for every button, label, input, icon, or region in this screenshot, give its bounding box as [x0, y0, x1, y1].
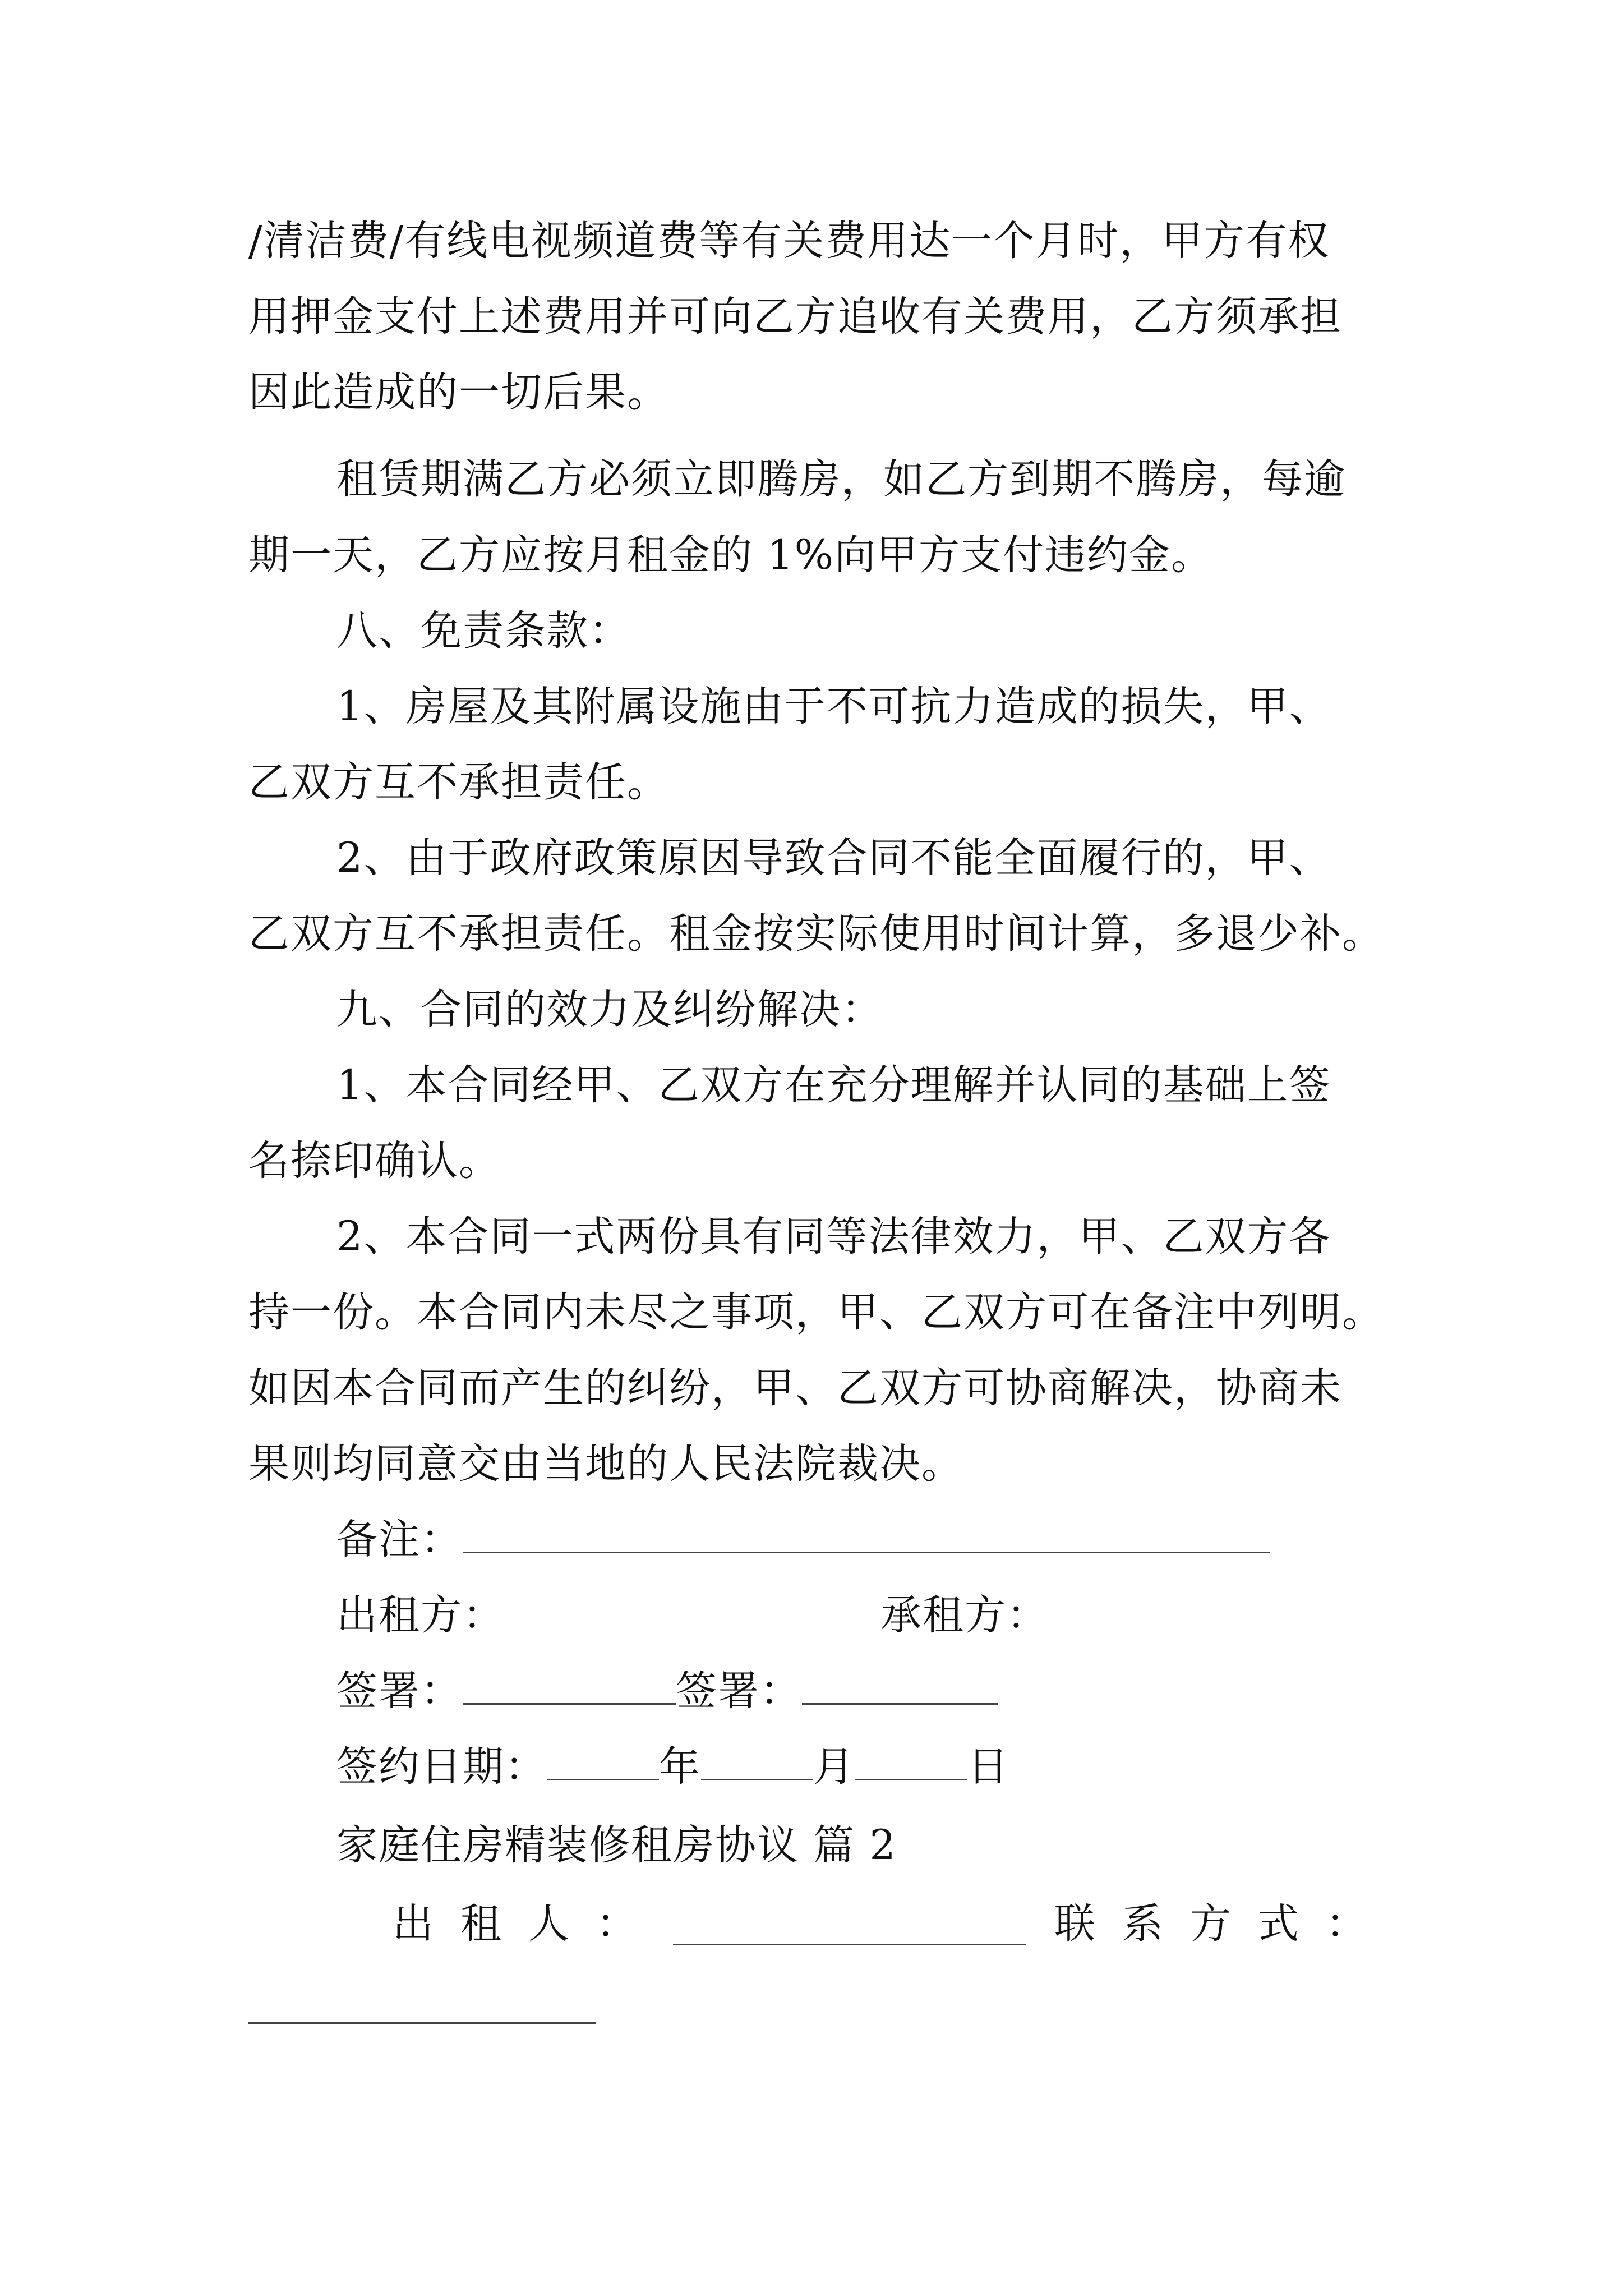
- paragraph-line: /清洁费/有线电视频道费等有关费用达一个月时，甲方有权: [248, 217, 1330, 265]
- date-day-unit: 日: [967, 1743, 1009, 1791]
- year-blank: [547, 1745, 659, 1780]
- contact-label: 联系方式：: [1054, 1900, 1394, 1948]
- signature-blank-1: [463, 1669, 676, 1705]
- paragraph-line: 用押金支付上述费用并可向乙方追收有关费用，乙方须承担: [248, 293, 1342, 341]
- signature-blank-2: [802, 1669, 998, 1705]
- lessor-person-label: 出租人：: [393, 1900, 664, 1948]
- lessee-label: 承租方：: [880, 1591, 1049, 1639]
- paragraph-line: 乙双方互不承担责任。: [248, 758, 669, 806]
- remarks-row: [336, 1515, 1270, 1565]
- date-month-unit: 月: [813, 1743, 855, 1791]
- paragraph-line: 1、本合同经甲、乙双方在充分理解并认同的基础上签: [336, 1061, 1331, 1109]
- date-label: 签约日期：: [336, 1743, 547, 1791]
- paragraph-line: 租赁期满乙方必须立即腾房，如乙方到期不腾房，每逾: [336, 455, 1346, 503]
- paragraph-line: 因此造成的一切后果。: [248, 369, 669, 416]
- paragraph-line: 果则均同意交由当地的人民法院裁决。: [248, 1440, 963, 1488]
- paragraph-line: 2、由于政府政策原因导致合同不能全面履行的，甲、: [336, 834, 1331, 882]
- paragraph-line: 乙双方互不承担责任。租金按实际使用时间计算，多退少补。: [248, 910, 1384, 958]
- signature-row: [336, 1666, 998, 1717]
- month-blank: [701, 1745, 813, 1780]
- lessor-person-blank: [673, 1902, 1026, 1945]
- signature-label-2: 签署：: [676, 1667, 802, 1715]
- day-blank: [855, 1745, 967, 1780]
- paragraph-line: 1、房屋及其附属设施由于不可抗力造成的损失，甲、: [336, 683, 1331, 730]
- paragraph-line: 名捺印确认。: [248, 1137, 501, 1185]
- section-heading: 九、合同的效力及纠纷解决：: [336, 986, 883, 1033]
- section-heading: 八、免责条款：: [336, 607, 631, 655]
- signing-date-row: [336, 1742, 1009, 1792]
- contact-blank-line: [248, 1980, 596, 2024]
- lessor-label: 出租方：: [336, 1591, 505, 1639]
- signature-label-1: 签署：: [336, 1667, 463, 1715]
- paragraph-line: 2、本合同一式两份具有同等法律效力，甲、乙双方各: [336, 1213, 1331, 1260]
- date-year-unit: 年: [659, 1743, 701, 1791]
- paragraph-line: 如因本合同而产生的纠纷，甲、乙双方可协商解决，协商未: [248, 1364, 1342, 1412]
- paragraph-line: 持一份。本合同内未尽之事项，甲、乙双方可在备注中列明。: [248, 1289, 1384, 1336]
- paragraph-line: 期一天，乙方应按月租金的 1%向甲方支付违约金。: [248, 531, 1214, 579]
- remarks-blank-line: [463, 1518, 1270, 1553]
- part2-title: 家庭住房精装修租房协议 篇 2: [336, 1821, 897, 1869]
- remarks-label: 备注：: [336, 1516, 463, 1563]
